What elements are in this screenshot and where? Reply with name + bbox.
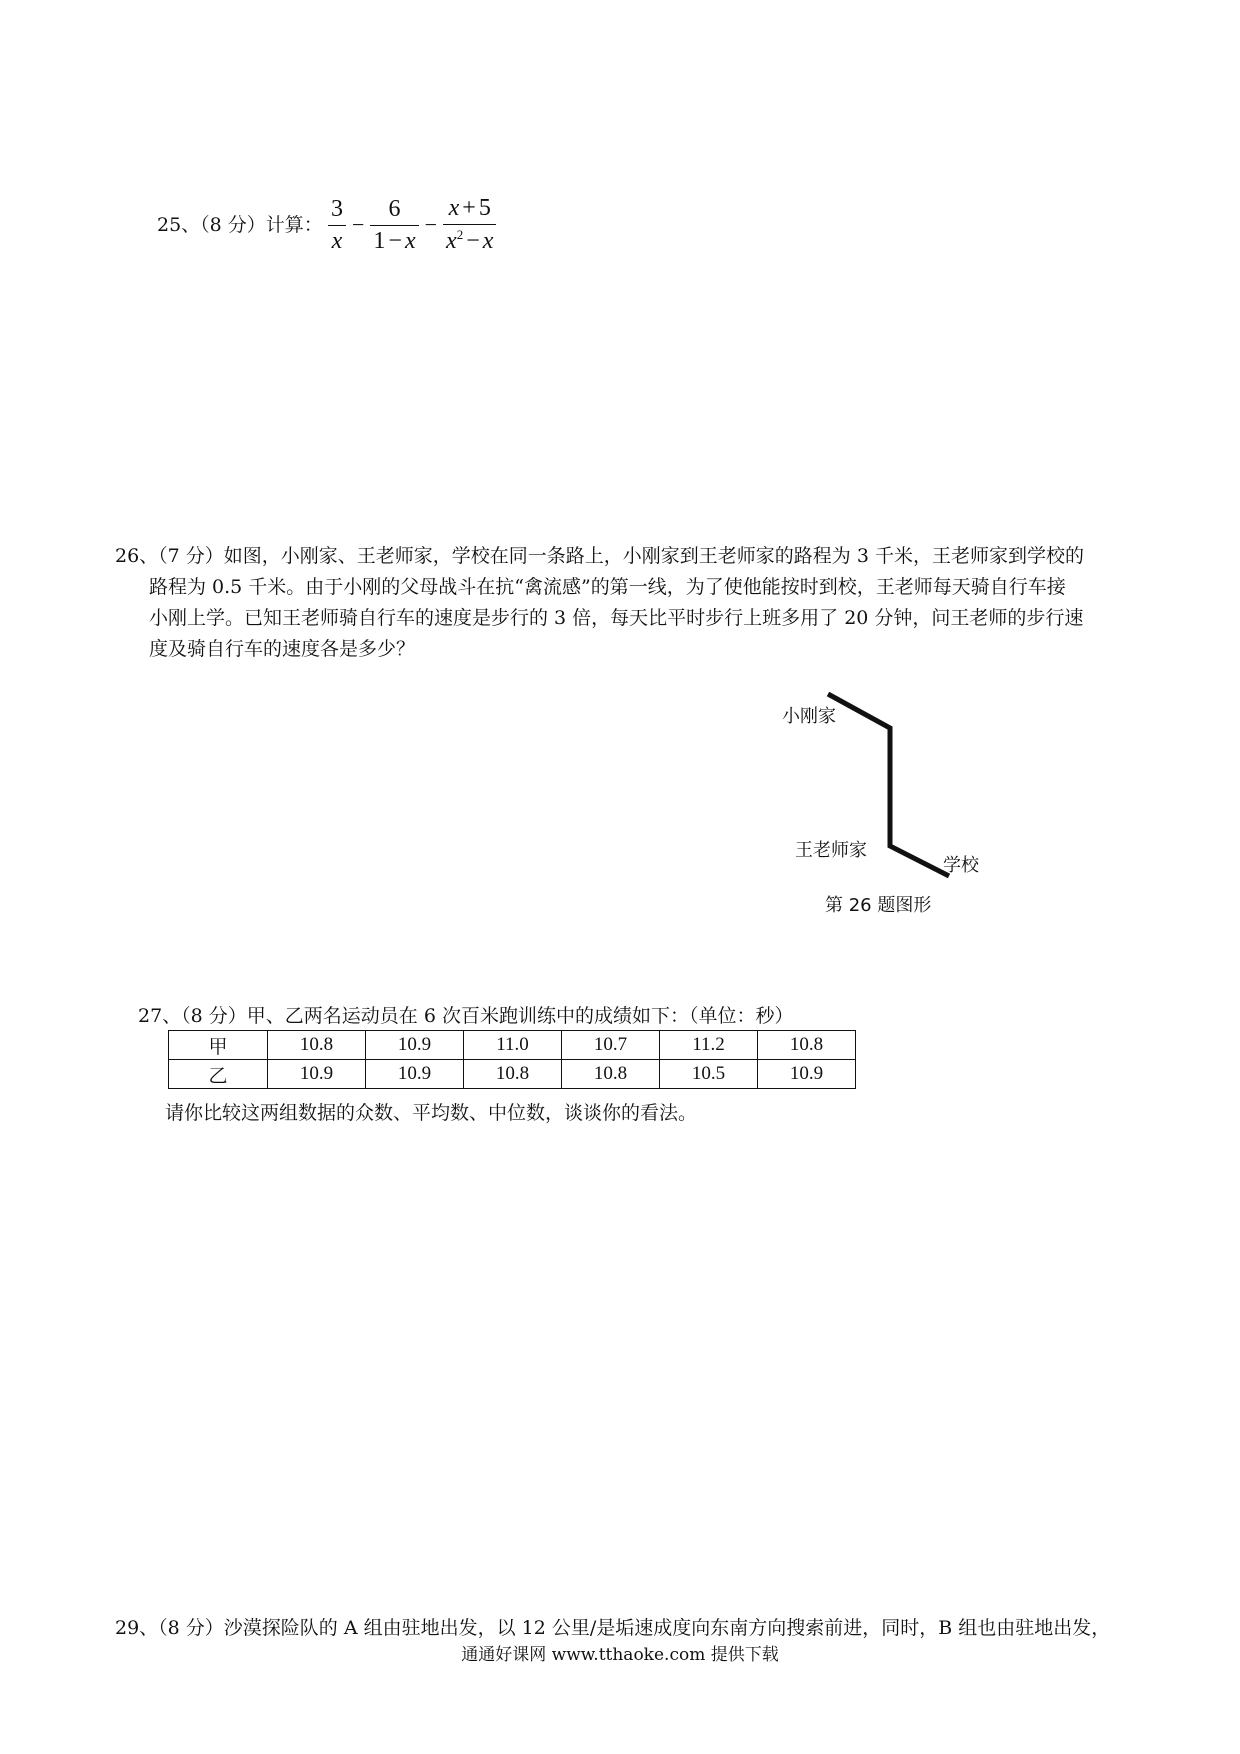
q25-formula [325,190,499,260]
table-cell: 10.8 [562,1060,660,1089]
q26-line-4: 度及骑自行车的速度各是多少？ [149,638,416,660]
q26-line-3: 小刚上学。已知王老师骑自行车的速度是步行的 3 倍，每天比平时步行上班多用了 20 分钟，问王老师的步行速 [149,607,1084,629]
minus-sign: − [352,212,365,237]
table-cell: 11.2 [660,1031,758,1060]
fraction-1 [328,196,346,255]
numerator: x + 5 [448,195,491,221]
row-header: 甲 [169,1031,268,1060]
figure-caption: 第 26 题图形 [825,895,932,916]
label-teacher-home: 王老师家 [795,840,867,861]
label-xiaogang-home: 小刚家 [782,706,836,727]
table-cell: 10.7 [562,1031,660,1060]
fraction-2 [370,196,418,255]
table-cell: 10.9 [268,1060,366,1089]
table-cell: 10.8 [758,1031,856,1060]
q27-question: 请你比较这两组数据的众数、平均数、中位数，谈谈你的看法。 [165,1102,698,1124]
denominator: x [331,227,343,254]
table-cell: 10.5 [660,1060,758,1089]
scores-table [168,1030,856,1089]
table-row [169,1031,856,1060]
denominator: $x^2 - x$ [446,227,494,254]
row-header: 乙 [169,1060,268,1089]
q27-intro: 27、（8 分）甲、乙两名运动员在 6 次百米跑训练中的成绩如下：（单位：秒） [138,1005,794,1027]
denominator: 1 − x [373,227,416,254]
q26-line-1: 26、（7 分）如图，小刚家、王老师家，学校在同一条路上，小刚家到王老师家的路程为 3 千米，王老师家到学校的 [115,545,1084,567]
q29-text: 29、（8 分）沙漠探险队的 A 组由驻地出发，以 12 公里/是垢速成度向东南方向搜索前进，同时，B 组也由驻地出发， [115,1617,1111,1639]
q26-line-2: 路程为 0.5 千米。由于小刚的父母战斗在抗“禽流感”的第一线，为了使他能按时到校，王老师每天骑自行车接 [149,576,1066,598]
numerator: 3 [331,195,343,222]
table-cell: 10.9 [366,1031,464,1060]
table-cell: 10.9 [758,1060,856,1089]
table-cell: 10.8 [268,1031,366,1060]
q25-prefix: 25、（8 分）计算： [157,214,323,236]
numerator: 6 [388,195,401,222]
fraction-3 [443,195,496,255]
minus-sign: − [424,212,438,237]
q26-text [115,541,1135,665]
table-cell: 10.8 [464,1060,562,1089]
table-cell: 11.0 [464,1031,562,1060]
table-row [169,1060,856,1089]
label-school: 学校 [943,855,979,876]
table-cell: 10.9 [366,1060,464,1089]
page-footer: 通通好课网 www.tthaoke.com 提供下载 [461,1645,779,1665]
